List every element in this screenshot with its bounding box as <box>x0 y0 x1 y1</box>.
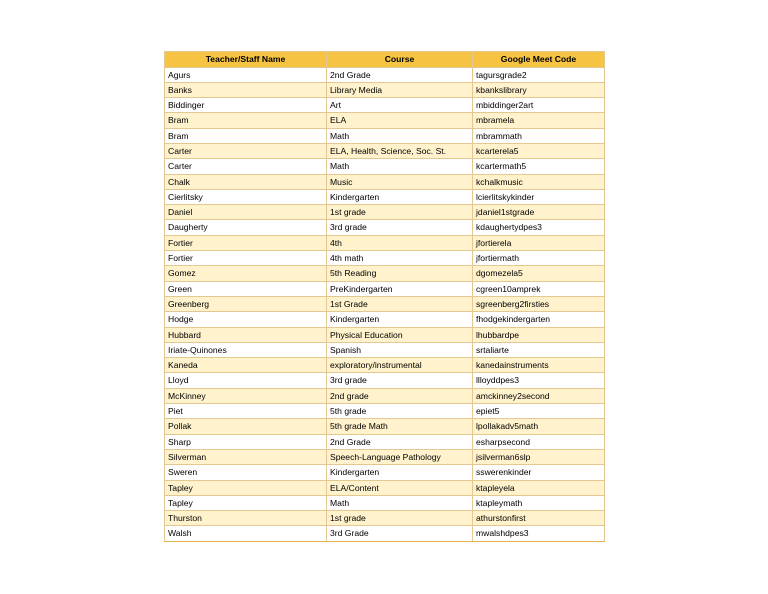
cell-course: Music <box>327 174 473 189</box>
table-row <box>165 98 605 113</box>
cell-teacher-name: Thurston <box>165 511 327 526</box>
cell-teacher-name: Pollak <box>165 419 327 434</box>
table-row <box>165 205 605 220</box>
cell-course: 1st Grade <box>327 296 473 311</box>
cell-meet-code: amckinney2second <box>473 388 605 403</box>
table-row <box>165 434 605 449</box>
cell-course: 1st grade <box>327 205 473 220</box>
cell-course: 4th <box>327 235 473 250</box>
cell-meet-code: kcarterela5 <box>473 143 605 158</box>
cell-course: 2nd Grade <box>327 67 473 82</box>
cell-meet-code: epiet5 <box>473 404 605 419</box>
cell-meet-code: dgomezela5 <box>473 266 605 281</box>
cell-teacher-name: Daugherty <box>165 220 327 235</box>
cell-course: 5th grade <box>327 404 473 419</box>
cell-course: Spanish <box>327 342 473 357</box>
cell-teacher-name: Lloyd <box>165 373 327 388</box>
cell-meet-code: mbrammath <box>473 128 605 143</box>
table-row <box>165 82 605 97</box>
cell-meet-code: tagursgrade2 <box>473 67 605 82</box>
cell-meet-code: lcierlitskykinder <box>473 189 605 204</box>
table-row <box>165 235 605 250</box>
cell-course: 3rd Grade <box>327 526 473 541</box>
cell-meet-code: athurstonfirst <box>473 511 605 526</box>
table-row <box>165 266 605 281</box>
table-row <box>165 143 605 158</box>
table-row <box>165 388 605 403</box>
cell-meet-code: jfortiermath <box>473 251 605 266</box>
cell-meet-code: cgreen10amprek <box>473 281 605 296</box>
cell-meet-code: ktapleyela <box>473 480 605 495</box>
cell-teacher-name: Hubbard <box>165 327 327 342</box>
cell-meet-code: jfortierela <box>473 235 605 250</box>
cell-course: Math <box>327 159 473 174</box>
table-row <box>165 220 605 235</box>
table-row <box>165 174 605 189</box>
cell-teacher-name: Piet <box>165 404 327 419</box>
table-row <box>165 480 605 495</box>
table-row <box>165 342 605 357</box>
cell-teacher-name: Sharp <box>165 434 327 449</box>
cell-course: Physical Education <box>327 327 473 342</box>
cell-course: 2nd Grade <box>327 434 473 449</box>
cell-teacher-name: Fortier <box>165 235 327 250</box>
cell-course: Library Media <box>327 82 473 97</box>
table-row <box>165 281 605 296</box>
header-meet-code: Google Meet Code <box>473 52 605 68</box>
cell-meet-code: ktapleymath <box>473 495 605 510</box>
cell-teacher-name: McKinney <box>165 388 327 403</box>
table-row <box>165 128 605 143</box>
cell-course: ELA <box>327 113 473 128</box>
cell-teacher-name: Biddinger <box>165 98 327 113</box>
cell-meet-code: kcartermath5 <box>473 159 605 174</box>
cell-teacher-name: Kaneda <box>165 358 327 373</box>
table-row <box>165 296 605 311</box>
cell-teacher-name: Daniel <box>165 205 327 220</box>
cell-meet-code: mwalshdpes3 <box>473 526 605 541</box>
cell-teacher-name: Silverman <box>165 449 327 464</box>
cell-teacher-name: Walsh <box>165 526 327 541</box>
cell-meet-code: jdaniel1stgrade <box>473 205 605 220</box>
cell-course: 5th Reading <box>327 266 473 281</box>
table-row <box>165 526 605 541</box>
cell-course: exploratory/instrumental <box>327 358 473 373</box>
table-row <box>165 495 605 510</box>
cell-meet-code: kanedainstruments <box>473 358 605 373</box>
cell-teacher-name: Agurs <box>165 67 327 82</box>
cell-course: 5th grade Math <box>327 419 473 434</box>
meet-codes-table-container <box>164 51 604 542</box>
cell-meet-code: sgreenberg2firsties <box>473 296 605 311</box>
cell-meet-code: fhodgekindergarten <box>473 312 605 327</box>
cell-meet-code: mbiddinger2art <box>473 98 605 113</box>
cell-course: 3rd grade <box>327 220 473 235</box>
cell-meet-code: mbramela <box>473 113 605 128</box>
table-row <box>165 312 605 327</box>
cell-course: 4th math <box>327 251 473 266</box>
cell-course: 1st grade <box>327 511 473 526</box>
cell-meet-code: srtaliarte <box>473 342 605 357</box>
cell-meet-code: lpollakadv5math <box>473 419 605 434</box>
cell-teacher-name: Gomez <box>165 266 327 281</box>
table-row <box>165 419 605 434</box>
cell-teacher-name: Bram <box>165 113 327 128</box>
header-teacher-name: Teacher/Staff Name <box>165 52 327 68</box>
cell-meet-code: kdaughertydpes3 <box>473 220 605 235</box>
cell-teacher-name: Bram <box>165 128 327 143</box>
table-row <box>165 465 605 480</box>
cell-teacher-name: Green <box>165 281 327 296</box>
cell-teacher-name: Cierlitsky <box>165 189 327 204</box>
cell-meet-code: jsilverman6slp <box>473 449 605 464</box>
table-header-row <box>165 52 605 68</box>
cell-teacher-name: Banks <box>165 82 327 97</box>
cell-course: 3rd grade <box>327 373 473 388</box>
table-row <box>165 358 605 373</box>
cell-meet-code: lhubbardpe <box>473 327 605 342</box>
cell-teacher-name: Chalk <box>165 174 327 189</box>
header-course: Course <box>327 52 473 68</box>
table-row <box>165 327 605 342</box>
cell-course: PreKindergarten <box>327 281 473 296</box>
table-row <box>165 159 605 174</box>
table-row <box>165 449 605 464</box>
table-row <box>165 113 605 128</box>
cell-teacher-name: Iriate-Quinones <box>165 342 327 357</box>
cell-course: Math <box>327 495 473 510</box>
meet-codes-table <box>164 51 605 542</box>
cell-teacher-name: Carter <box>165 143 327 158</box>
cell-course: Kindergarten <box>327 189 473 204</box>
table-row <box>165 511 605 526</box>
table-row <box>165 67 605 82</box>
cell-course: Kindergarten <box>327 465 473 480</box>
cell-teacher-name: Hodge <box>165 312 327 327</box>
table-row <box>165 373 605 388</box>
cell-teacher-name: Tapley <box>165 495 327 510</box>
cell-meet-code: esharpsecond <box>473 434 605 449</box>
cell-teacher-name: Tapley <box>165 480 327 495</box>
cell-teacher-name: Fortier <box>165 251 327 266</box>
table-row <box>165 189 605 204</box>
cell-teacher-name: Sweren <box>165 465 327 480</box>
cell-course: ELA/Content <box>327 480 473 495</box>
cell-course: Art <box>327 98 473 113</box>
cell-course: Speech-Language Pathology <box>327 449 473 464</box>
cell-course: ELA, Health, Science, Soc. St. <box>327 143 473 158</box>
cell-meet-code: sswerenkinder <box>473 465 605 480</box>
cell-course: Math <box>327 128 473 143</box>
table-row <box>165 404 605 419</box>
cell-course: 2nd grade <box>327 388 473 403</box>
cell-course: Kindergarten <box>327 312 473 327</box>
cell-teacher-name: Greenberg <box>165 296 327 311</box>
cell-meet-code: kchalkmusic <box>473 174 605 189</box>
cell-meet-code: kbankslibrary <box>473 82 605 97</box>
cell-meet-code: llloyddpes3 <box>473 373 605 388</box>
table-row <box>165 251 605 266</box>
cell-teacher-name: Carter <box>165 159 327 174</box>
